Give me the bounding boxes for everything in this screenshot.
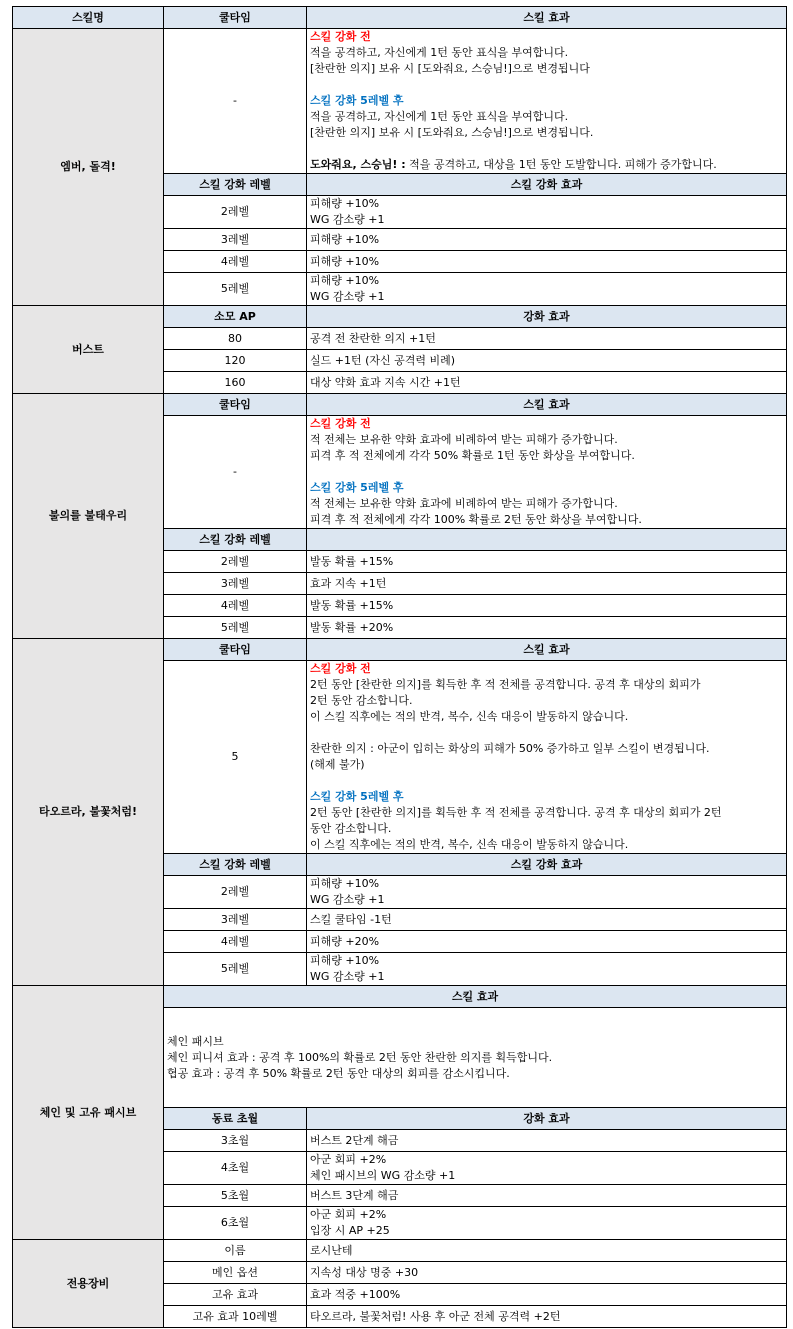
- table-row: 80 공격 전 찬란한 의지 +1턴: [13, 328, 787, 350]
- skill-1-level-header: 스킬 강화 레벨 스킬 강화 효과: [13, 174, 787, 196]
- skill-4-name: 타오르라, 불꽃처럼!: [13, 639, 164, 986]
- skill-1-cooldown: -: [164, 29, 307, 174]
- table-row: 2레벨 피해량 +10% WG 감소량 +1: [13, 876, 787, 909]
- skill-4-level-header: 스킬 강화 레벨 스킬 강화 효과: [13, 854, 787, 876]
- skill-3-name: 불의를 불태우리: [13, 394, 164, 639]
- skill-1-main-row: [13, 29, 787, 174]
- skill-3-header-row: 불의를 불태우리 쿨타임 스킬 효과: [13, 394, 787, 416]
- table-row: 5초월 버스트 3단계 해금: [13, 1185, 787, 1207]
- skill-6-name: 전용장비: [13, 1240, 164, 1328]
- table-row: 4초월 아군 회피 +2% 체인 패시브의 WG 감소량 +1: [13, 1152, 787, 1185]
- table-row: 메인 옵션 지속성 대상 명중 +30: [13, 1262, 787, 1284]
- table-row: 5레벨 발동 확률 +20%: [13, 617, 787, 639]
- skill-5-name: 체인 및 고유 패시브: [13, 986, 164, 1240]
- table-row: 고유 효과 10레벨 타오르라, 불꽃처럼! 사용 후 아군 전체 공격력 +2턴: [13, 1306, 787, 1328]
- skill-3-level-header: 스킬 강화 레벨: [13, 529, 787, 551]
- skill-5-description: 체인 패시브 체인 피니셔 효과 : 공격 후 100%의 확률로 2턴 동안 찬란한 의지를 획득합니다. 협공 효과 : 공격 후 50% 확률로 2턴 동안 대상의 회피를 감소시킵니다.: [164, 1008, 787, 1108]
- skill-table: [12, 6, 787, 1328]
- table-header-row: [13, 7, 787, 29]
- table-row: 4레벨 피해량 +20%: [13, 931, 787, 953]
- table-row: 3레벨 피해량 +10%: [13, 229, 787, 251]
- skill-5-header-row: 체인 및 고유 패시브 스킬 효과: [13, 986, 787, 1008]
- table-row: 160 대상 약화 효과 지속 시간 +1턴: [13, 372, 787, 394]
- skill-4-cooldown: 5: [164, 661, 307, 854]
- header-skill-name: 스킬명: [13, 7, 164, 29]
- table-row: 전용장비 이름 로시난테: [13, 1240, 787, 1262]
- table-row: 5레벨 피해량 +10% WG 감소량 +1: [13, 953, 787, 986]
- skill-4-description: 스킬 강화 전 2턴 동안 [찬란한 의지]를 획득한 후 적 전체를 공격합니다. 공격 후 대상의 회피가 2턴 동안 감소합니다. 이 스킬 직후에는 적의 반격, 복수, 신속 대응이 발동하지 않습니다. 찬란한 의지 : 아군이 입히는 화상의 피해가 50% 증가하고 일부 스킬이 변경됩니다. (해제 불가) 스킬 강화 5레벨 후 2턴 동안 [찬란한 의지]를 획득한 후 적 전체를 공격합니다. 공격 후 대상의 회피가 2턴 동안 감소합니다. 이 스킬 직후에는 적의 반격, 복수, 신속 대응이 발동하지 않습니다.: [307, 661, 787, 854]
- skill-4-header-row: 타오르라, 불꽃처럼! 쿨타임 스킬 효과: [13, 639, 787, 661]
- skill-1-description: 스킬 강화 전 적을 공격하고, 자신에게 1턴 동안 표식을 부여합니다. [찬란한 의지] 보유 시 [도와줘요, 스승님!]으로 변경됩니다 스킬 강화 5레벨 후 적을 공격하고, 자신에게 1턴 동안 표식을 부여합니다. [찬란한 의지] 보유 시 [도와줘요, 스승님!]으로 변경됩니다. 도와줘요, 스승님! : 적을 공격하고, 대상을 1턴 동안 도발합니다. 피해가 증가합니다.: [307, 29, 787, 174]
- before-enhance-label: 스킬 강화 전: [310, 30, 371, 43]
- skill-2-header-row: 버스트 소모 AP 강화 효과: [13, 306, 787, 328]
- table-row: 120 실드 +1턴 (자신 공격력 비례): [13, 350, 787, 372]
- skill-1-name: 엠버, 돌격!: [13, 29, 164, 306]
- table-row: 고유 효과 효과 적중 +100%: [13, 1284, 787, 1306]
- after-enhance-label: 스킬 강화 5레벨 후: [310, 94, 404, 107]
- skill-5-limit-header: 동료 초월 강화 효과: [13, 1108, 787, 1130]
- table-row: 3초월 버스트 2단계 해금: [13, 1130, 787, 1152]
- header-skill-effect: 스킬 효과: [307, 7, 787, 29]
- table-row: 2레벨 피해량 +10% WG 감소량 +1: [13, 196, 787, 229]
- table-row: 3레벨 효과 지속 +1턴: [13, 573, 787, 595]
- skill-3-cooldown: -: [164, 416, 307, 529]
- table-row: 4레벨 피해량 +10%: [13, 251, 787, 273]
- skill-2-name: 버스트: [13, 306, 164, 394]
- table-row: 2레벨 발동 확률 +15%: [13, 551, 787, 573]
- table-row: 6초월 아군 회피 +2% 입장 시 AP +25: [13, 1207, 787, 1240]
- table-row: 3레벨 스킬 쿨타임 -1턴: [13, 909, 787, 931]
- table-row: 4레벨 발동 확률 +15%: [13, 595, 787, 617]
- table-row: 5레벨 피해량 +10% WG 감소량 +1: [13, 273, 787, 306]
- skill-3-description: 스킬 강화 전 적 전체는 보유한 약화 효과에 비례하여 받는 피해가 증가합니다. 피격 후 적 전체에게 각각 50% 확률로 1턴 동안 화상을 부여합니다. 스킬 강화 5레벨 후 적 전체는 보유한 약화 효과에 비례하여 받는 피해가 증가합니다. 피격 후 적 전체에게 각각 100% 확률로 2턴 동안 화상을 부여합니다.: [307, 416, 787, 529]
- header-cooldown: 쿨타임: [164, 7, 307, 29]
